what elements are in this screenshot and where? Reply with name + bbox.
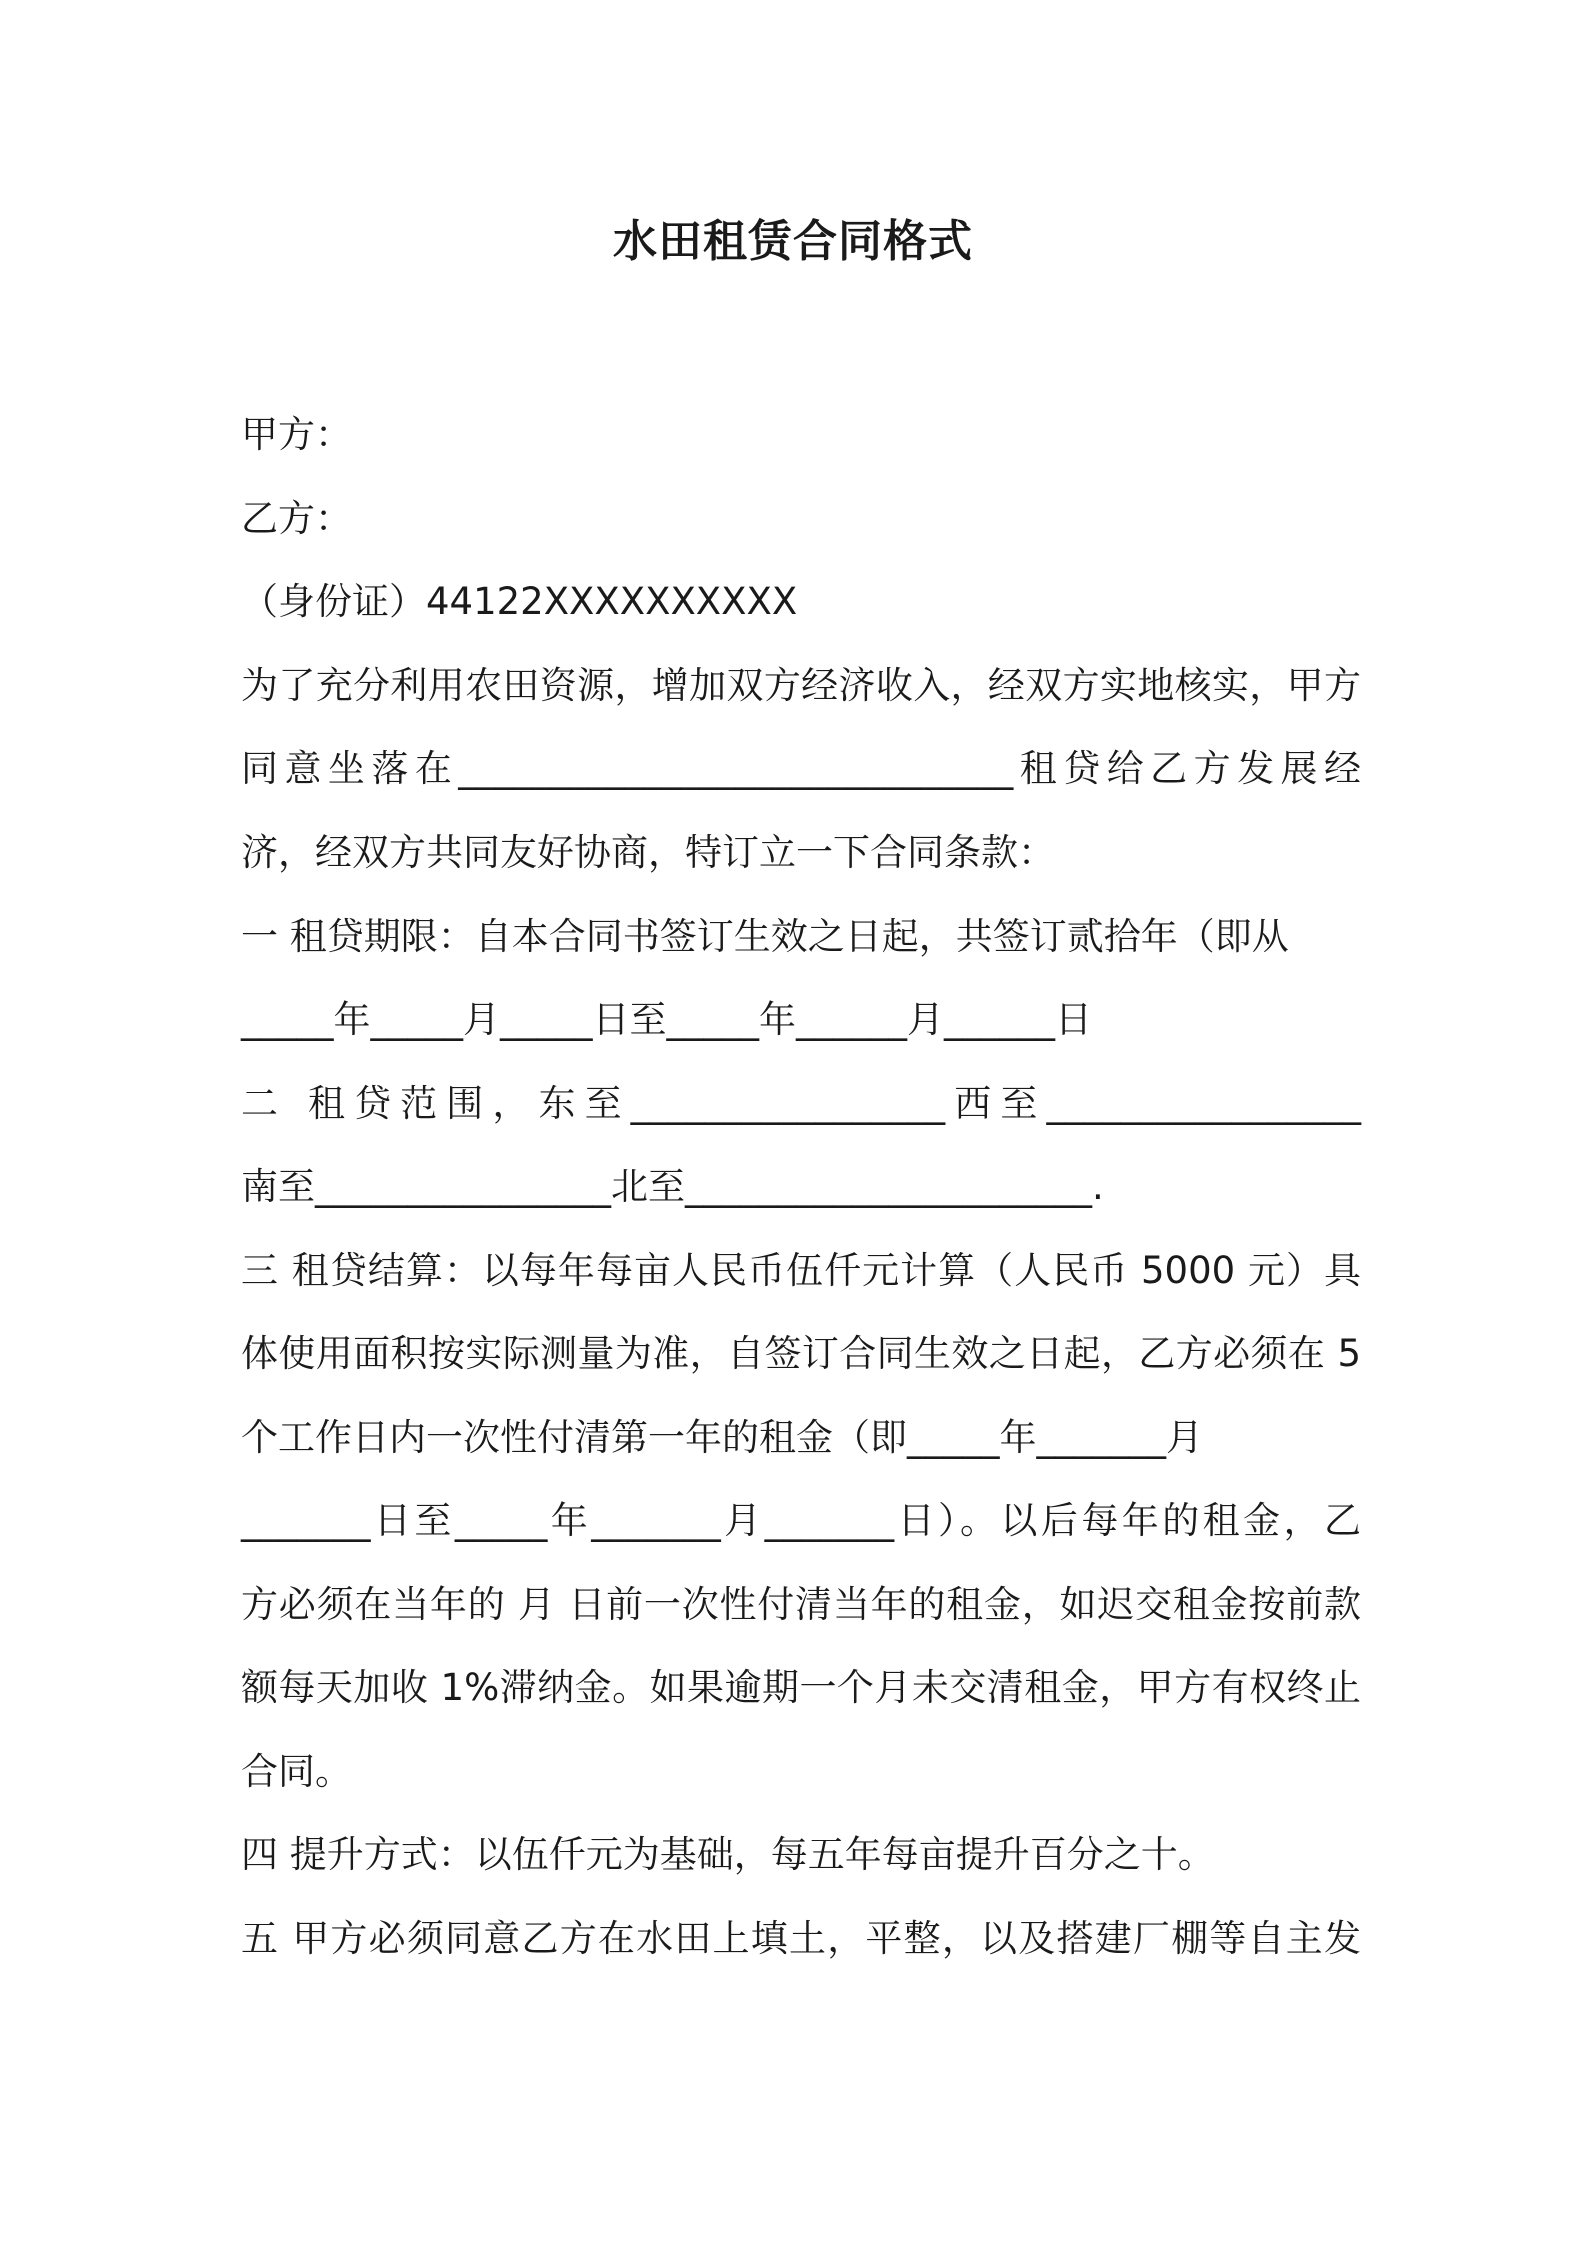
document-title: 水田租赁合同格式 [613, 216, 973, 267]
clause-three-line: 体使用面积按实际测量为准，自签订合同生效之日起，乙方必须在 5 [241, 1332, 1361, 1375]
clause-three-line: 方必须在当年的 月 日前一次性付清当年的租金，如迟交租金按前款 [241, 1583, 1361, 1626]
clause-five-line: 五 甲方必须同意乙方在水田上填土，平整，以及搭建厂棚等自主发 [241, 1917, 1361, 1960]
clause-two-line: 南至________________北至______________________. [241, 1165, 1104, 1208]
party-b-line: 乙方： [241, 497, 352, 540]
clause-three-line: _______日至_____年_______月_______日）。以后每年的租金，乙 [241, 1499, 1361, 1542]
paragraph-line: 济，经双方共同友好协商，特订立一下合同条款： [241, 831, 1055, 874]
paragraph-line: 同意坐落在______________________________租贷给乙方发展经 [241, 747, 1361, 790]
clause-three-line: 额每天加收 1%滞纳金。如果逾期一个月未交清租金，甲方有权终止 [241, 1666, 1361, 1709]
id-card-line: （身份证）44122XXXXXXXXXX [241, 580, 798, 623]
paragraph-line: 为了充分利用农田资源，增加双方经济收入，经双方实地核实，甲方 [241, 664, 1361, 707]
clause-three-line: 三 租贷结算：以每年每亩人民币伍仟元计算（人民币 5000 元）具 [241, 1249, 1361, 1292]
clause-one-line: 一 租贷期限：自本合同书签订生效之日起，共签订贰拾年（即从 [241, 915, 1289, 958]
clause-three-line: 个工作日内一次性付清第一年的租金（即_____年_______月 [241, 1416, 1203, 1459]
clause-one-date-line: _____年_____月_____日至_____年______月______日 [241, 998, 1092, 1041]
clause-four-line: 四 提升方式：以伍仟元为基础，每五年每亩提升百分之十。 [241, 1833, 1215, 1876]
clause-two-line: 二 租贷范围，东至_________________西至_________________ [241, 1082, 1361, 1125]
clause-three-line: 合同。 [241, 1750, 352, 1793]
party-a-line: 甲方： [241, 413, 352, 456]
